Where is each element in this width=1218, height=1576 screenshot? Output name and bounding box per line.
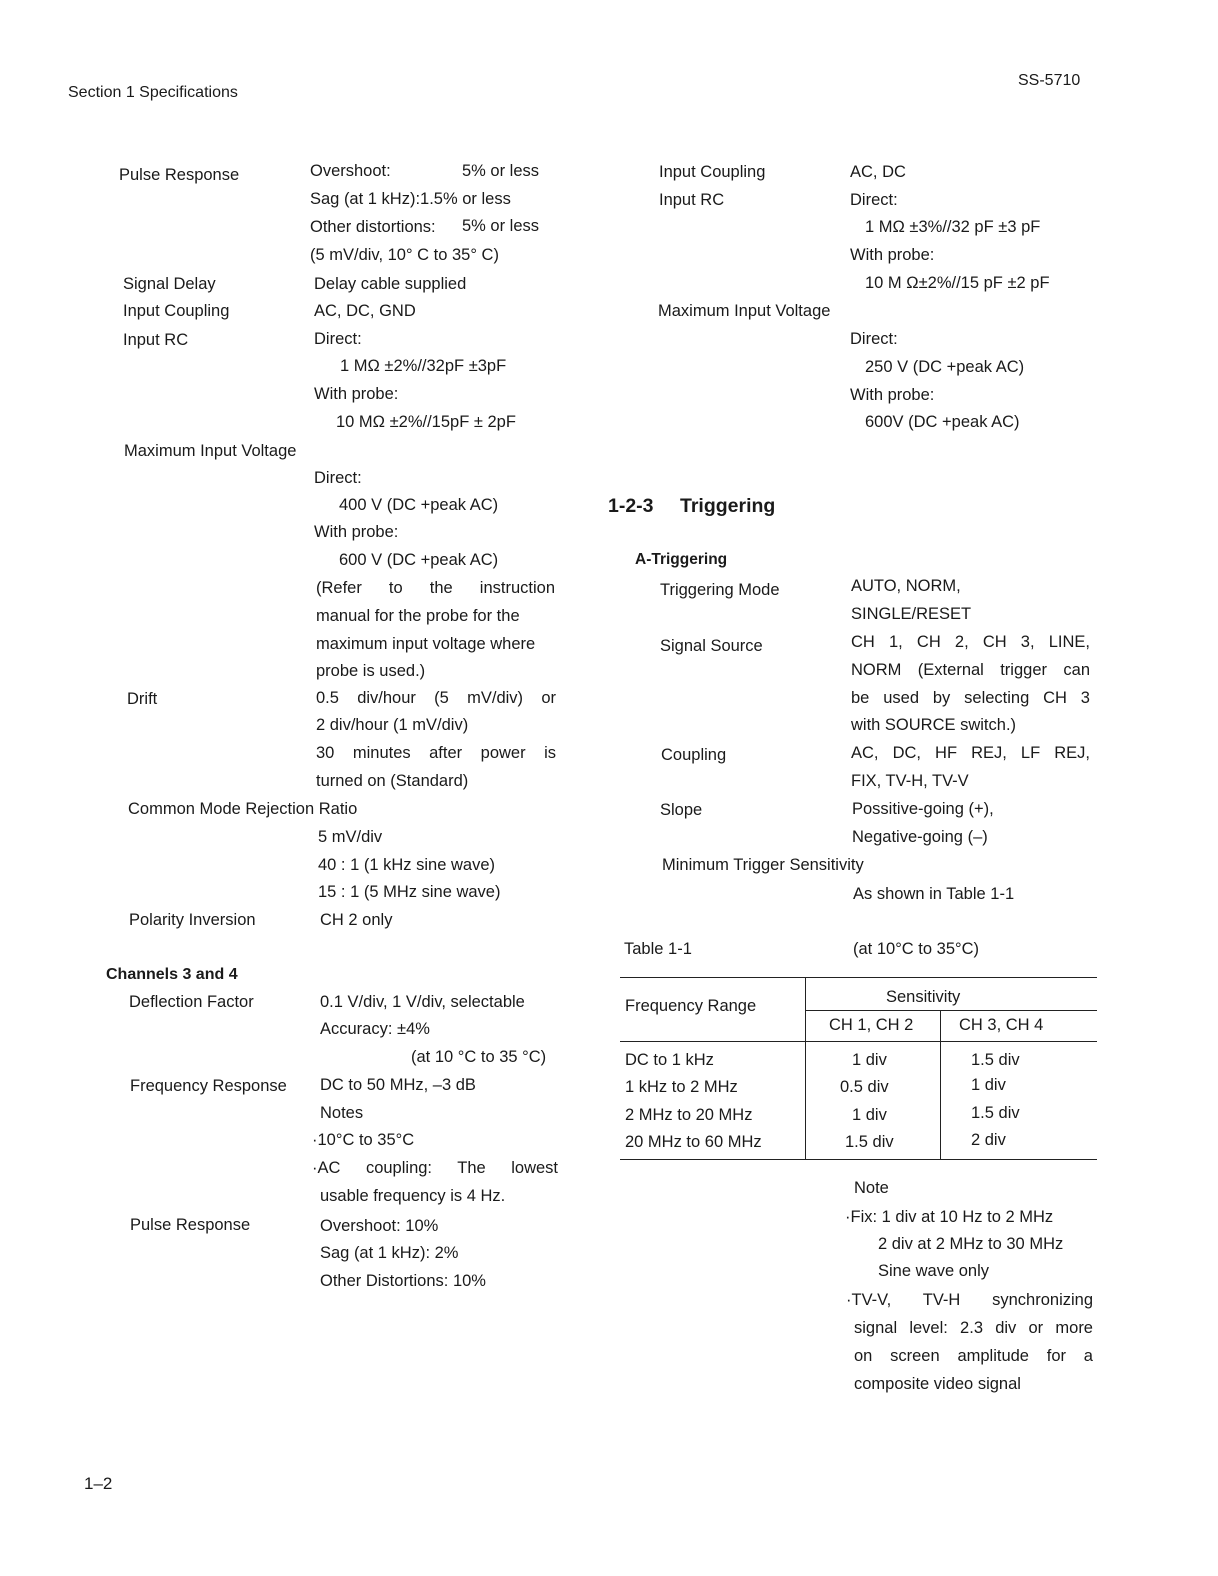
table-vline-1	[805, 977, 806, 1159]
drift-line-4: turned on (Standard)	[316, 772, 469, 790]
note-title: Note	[854, 1179, 889, 1197]
cmrr-label: Common Mode Rejection Ratio	[128, 800, 358, 818]
drift-line-2: 2 div/hour (1 mV/div)	[316, 716, 469, 734]
table-row-1-freq: DC to 1 kHz	[625, 1051, 714, 1069]
table-caption: Table 1-1	[624, 940, 692, 958]
signal-delay-value: Delay cable supplied	[314, 275, 467, 293]
frequency-response-value: DC to 50 MHz, –3 dB	[320, 1076, 476, 1094]
overshoot-label: Overshoot:	[310, 162, 391, 180]
document-id: SS-5710	[1018, 72, 1081, 89]
drift-line-3: 30 minutes after power is	[316, 744, 556, 762]
section-header: Section 1 Specifications	[68, 84, 238, 101]
signal-delay-label: Signal Delay	[123, 275, 216, 293]
note-tv-2: signal level: 2.3 div or more	[854, 1319, 1093, 1337]
trigger-mode-line-2: SINGLE/RESET	[851, 605, 972, 623]
max-voltage-label: Maximum Input Voltage	[124, 442, 297, 460]
coupling-label: Coupling	[661, 746, 727, 764]
triggering-section-title: Triggering	[680, 495, 776, 517]
r-input-rc-direct: Direct:	[850, 191, 898, 209]
ch34-pulse-label: Pulse Response	[130, 1216, 251, 1234]
a-triggering-heading: A-Triggering	[635, 551, 728, 568]
deflection-condition: (at 10 °C to 35 °C)	[411, 1048, 547, 1066]
channels34-heading: Channels 3 and 4	[106, 966, 238, 983]
table-rule-head	[620, 1041, 1097, 1042]
trigger-mode-label: Triggering Mode	[660, 581, 780, 599]
note-fix-1: ·Fix: 1 div at 10 Hz to 2 MHz	[845, 1208, 1054, 1226]
table-rule-top	[620, 977, 1097, 978]
signal-source-line-3: be used by selecting CH 3	[851, 689, 1090, 707]
ch34-sag: Sag (at 1 kHz): 2%	[320, 1244, 459, 1262]
table-row-3-ch12: 1 div	[852, 1106, 887, 1124]
cmrr-line-3: 15 : 1 (5 MHz sine wave)	[318, 883, 501, 901]
other-distortions-label: Other distortions:	[310, 218, 436, 236]
table-rule-sub	[805, 1010, 1097, 1011]
r-max-voltage-direct-value: 250 V (DC +peak AC)	[865, 358, 1025, 376]
note-tv-3: on screen amplitude for a	[854, 1347, 1093, 1365]
input-rc-label: Input RC	[123, 331, 189, 349]
r-input-rc-probe-value: 10 M Ω±2%//15 pF ±2 pF	[865, 274, 1050, 292]
max-voltage-note-2: manual for the probe for the	[316, 607, 520, 625]
note-tv-1: ·TV-V, TV-H synchronizing	[846, 1291, 1093, 1309]
frequency-note-1: ·10°C to 35°C	[312, 1131, 415, 1149]
table-header-frequency: Frequency Range	[625, 997, 757, 1015]
r-input-rc-label: Input RC	[659, 191, 725, 209]
ch34-other: Other Distortions: 10%	[320, 1272, 486, 1290]
signal-source-line-4: with SOURCE switch.)	[851, 716, 1017, 734]
table-row-4-freq: 20 MHz to 60 MHz	[625, 1133, 762, 1151]
slope-line-1: Possitive-going (+),	[852, 800, 994, 818]
frequency-note-2b: usable frequency is 4 Hz.	[320, 1187, 506, 1205]
overshoot-value: 5% or less	[462, 162, 540, 180]
pulse-response-label: Pulse Response	[119, 166, 240, 184]
input-coupling-label: Input Coupling	[123, 302, 230, 320]
max-voltage-note-4: probe is used.)	[316, 662, 426, 680]
frequency-response-label: Frequency Response	[130, 1077, 287, 1095]
note-fix-2: 2 div at 2 MHz to 30 MHz	[878, 1235, 1064, 1253]
slope-line-2: Negative-going (–)	[852, 828, 988, 846]
input-coupling-value: AC, DC, GND	[314, 302, 416, 320]
input-rc-probe: With probe:	[314, 385, 399, 403]
signal-source-label: Signal Source	[660, 637, 763, 655]
cmrr-line-1: 5 mV/div	[318, 828, 383, 846]
signal-source-line-1: CH 1, CH 2, CH 3, LINE,	[851, 633, 1090, 651]
deflection-value: 0.1 V/div, 1 V/div, selectable	[320, 993, 525, 1011]
max-voltage-note-1: (Refer to the instruction	[316, 579, 555, 597]
note-tv-4: composite video signal	[854, 1375, 1021, 1393]
polarity-value: CH 2 only	[320, 911, 393, 929]
table-row-4-ch12: 1.5 div	[845, 1133, 894, 1151]
table-header-ch34: CH 3, CH 4	[959, 1016, 1044, 1034]
table-header-sensitivity: Sensitivity	[886, 988, 961, 1006]
deflection-accuracy: Accuracy: ±4%	[320, 1020, 430, 1038]
table-condition: (at 10°C to 35°C)	[853, 940, 979, 958]
other-distortions-value: 5% or less	[462, 217, 540, 235]
drift-line-1: 0.5 div/hour (5 mV/div) or	[316, 689, 556, 707]
deflection-label: Deflection Factor	[129, 993, 254, 1011]
table-row-2-ch34: 1 div	[971, 1076, 1006, 1094]
input-rc-direct-value: 1 MΩ ±2%//32pF ±3pF	[340, 357, 507, 375]
table-row-3-ch34: 1.5 div	[971, 1104, 1020, 1122]
r-input-rc-direct-value: 1 MΩ ±3%//32 pF ±3 pF	[865, 218, 1041, 236]
table-header-ch12: CH 1, CH 2	[829, 1016, 914, 1034]
r-input-rc-probe: With probe:	[850, 246, 935, 264]
r-input-coupling-value: AC, DC	[850, 163, 906, 181]
r-max-voltage-probe: With probe:	[850, 386, 935, 404]
ch34-overshoot: Overshoot: 10%	[320, 1217, 439, 1235]
sag-value: Sag (at 1 kHz):1.5% or less	[310, 190, 511, 208]
r-max-voltage-direct: Direct:	[850, 330, 898, 348]
triggering-section-number: 1-2-3	[608, 495, 654, 517]
drift-label: Drift	[127, 690, 158, 708]
table-row-1-ch12: 1 div	[852, 1051, 887, 1069]
table-row-2-ch12: 0.5 div	[840, 1078, 889, 1096]
frequency-notes-title: Notes	[320, 1104, 364, 1122]
table-vline-2	[940, 1010, 941, 1159]
pulse-condition: (5 mV/div, 10° C to 35° C)	[310, 246, 499, 264]
trigger-mode-line-1: AUTO, NORM,	[851, 577, 961, 595]
max-voltage-probe: With probe:	[314, 523, 399, 541]
input-rc-probe-value: 10 MΩ ±2%//15pF ± 2pF	[336, 413, 516, 431]
input-rc-direct: Direct:	[314, 330, 362, 348]
signal-source-line-2: NORM (External trigger can	[851, 661, 1090, 679]
table-row-1-ch34: 1.5 div	[971, 1051, 1020, 1069]
coupling-line-2: FIX, TV-H, TV-V	[851, 772, 969, 790]
max-voltage-direct-value: 400 V (DC +peak AC)	[339, 496, 499, 514]
max-voltage-direct: Direct:	[314, 469, 362, 487]
r-max-voltage-probe-value: 600V (DC +peak AC)	[865, 413, 1020, 431]
table-row-2-freq: 1 kHz to 2 MHz	[625, 1078, 738, 1096]
frequency-note-2a: ·AC coupling: The lowest	[312, 1159, 558, 1177]
page-number: 1–2	[84, 1474, 113, 1493]
polarity-label: Polarity Inversion	[129, 911, 256, 929]
max-voltage-note-3: maximum input voltage where	[316, 635, 536, 653]
r-max-voltage-label: Maximum Input Voltage	[658, 302, 831, 320]
table-row-3-freq: 2 MHz to 20 MHz	[625, 1106, 753, 1124]
slope-label: Slope	[660, 801, 703, 819]
coupling-line-1: AC, DC, HF REJ, LF REJ,	[851, 744, 1090, 762]
cmrr-line-2: 40 : 1 (1 kHz sine wave)	[318, 856, 495, 874]
table-row-4-ch34: 2 div	[971, 1131, 1006, 1149]
table-rule-bottom	[620, 1159, 1097, 1160]
note-fix-3: Sine wave only	[878, 1262, 989, 1280]
trigger-sensitivity-value: As shown in Table 1-1	[853, 885, 1015, 903]
max-voltage-probe-value: 600 V (DC +peak AC)	[339, 551, 499, 569]
r-input-coupling-label: Input Coupling	[659, 163, 766, 181]
trigger-sensitivity-label: Minimum Trigger Sensitivity	[662, 856, 864, 874]
